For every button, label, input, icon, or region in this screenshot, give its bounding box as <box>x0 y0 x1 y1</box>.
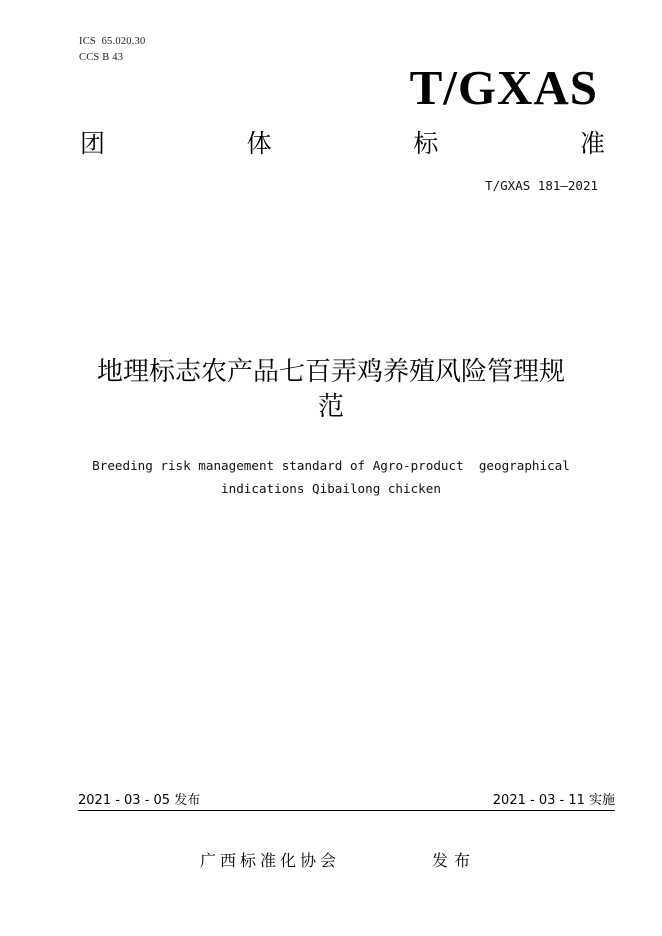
ccs-code: CCS B 43 <box>79 52 124 63</box>
release-date: 2021 - 03 - 05 发布 <box>78 793 201 808</box>
doc-type-char: 准 <box>579 129 605 158</box>
english-title <box>40 454 622 500</box>
publish-label: 发布 <box>432 851 477 870</box>
english-title-line-1: Breeding risk management standard of Agro-product geographical <box>92 458 570 473</box>
document-type <box>80 128 605 160</box>
document-number: T/GXAS 181—2021 <box>485 178 598 193</box>
classification-codes <box>79 34 145 66</box>
ics-code: ICS 65.020.30 <box>79 36 146 47</box>
english-title-line-2: indications Qibailong chicken <box>221 481 441 496</box>
dates-row <box>78 792 615 811</box>
doc-type-char: 团 <box>80 129 106 158</box>
publisher-name: 广西标准化协会 <box>200 851 341 870</box>
doc-type-char: 体 <box>246 129 272 158</box>
standard-brand-logo: T/GXAS <box>409 60 598 115</box>
doc-type-char: 标 <box>413 129 439 158</box>
chinese-title-line-2: 范 <box>317 392 344 422</box>
implementation-date: 2021 - 03 - 11 实施 <box>492 793 615 808</box>
chinese-title-line-1: 地理标志农产品七百弄鸡养殖风险管理规 <box>96 357 565 387</box>
chinese-title <box>50 355 612 425</box>
